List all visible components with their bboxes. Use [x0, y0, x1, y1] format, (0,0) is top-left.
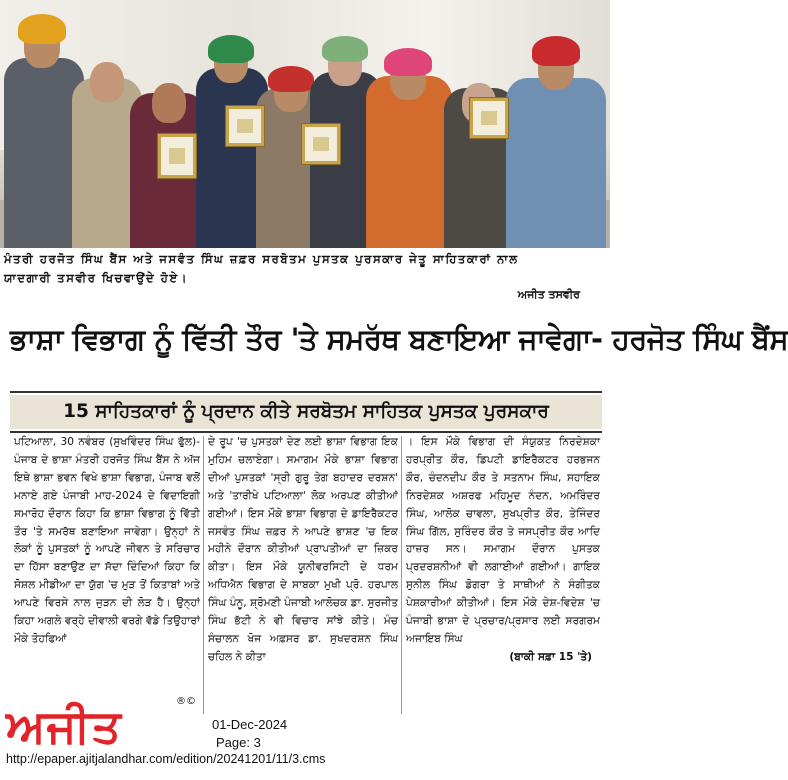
article-column-2: ਦੇ ਰੂਪ 'ਚ ਪੁਸਤਕਾਂ ਦੇਣ ਲਈ ਭਾਸ਼ਾ ਵਿਭਾਗ ਇਕ ਮੁਹਿਮ ਚਲਾਏਗਾ। ਸਮਾਗਮ ਮੌਕੇ ਭਾਸ਼ਾ ਵਿਭਾਗ ਦੀਆਂ ਪੁਸਤਕਾਂ 'ਸ੍ਰੀ ਗੁਰੂ ਤੇਗ ਬਹਾਦਰ ਦਰਸ਼ਨ' ਅਤੇ 'ਤਾਰੀਖੇ ਪਟਿਆਲਾ' ਲੋਕ ਅਰਪਣ ਕੀਤੀਆਂ ਗਈਆਂ। ਇਸ ਮੌਕੇ ਭਾਸ਼ਾ ਵਿਭਾਗ ਦੇ ਡਾਇਰੈਕਟਰ ਜਸਵੰਤ ਸਿੰਘ ਜ਼ਫ਼ਰ ਨੇ ਆਪਣੇ ਭਾਸ਼ਣ 'ਚ ਇਕ ਮਹੀਨੇ ਦੌਰਾਨ ਕੀਤੀਆਂ ਪ੍ਰਾਪਤੀਆਂ ਦਾ ਜ਼ਿਕਰ ਕੀਤਾ। ਇਸ ਮੌਕੇ ਯੂਨੀਵਰਸਿਟੀ ਦੇ ਧਰਮ ਅਧਿਐਨ ਵਿਭਾਗ ਦੇ ਸਾਬਕਾ ਮੁਖੀ ਪ੍ਰੋ. ਹਰਪਾਲ ਸਿੰਘ ਪੰਨੂ, ਸ਼੍ਰੋਮਣੀ ਪੰਜਾਬੀ ਆਲੋਚਕ ਡਾ. ਸੁਰਜੀਤ ਸਿੰਘ ਭੱਟੀ ਨੇ ਵੀ ਵਿਚਾਰ ਸਾਂਝੇ ਕੀਤੇ। ਮੰਚ ਸੰਚਾਲਨ ਖੋਜ ਅਫ਼ਸਰ ਡਾ. ਸੁਖਦਰਸ਼ਨ ਸਿੰਘ ਚਹਿਲ ਨੇ ਕੀਤਾ [208, 436, 398, 663]
column-divider [401, 436, 402, 714]
main-headline: ਭਾਸ਼ਾ ਵਿਭਾਗ ਨੂੰ ਵਿੱਤੀ ਤੌਰ 'ਤੇ ਸਮਰੱਥ ਬਣਾਇਆ ਜਾਵੇਗਾ- ਹਰਜੋਤ ਸਿੰਘ ਬੈਂਸ [10, 322, 788, 356]
award-plaque [302, 124, 340, 164]
award-plaque [470, 98, 508, 138]
continued-note: (ਬਾਕੀ ਸਫ਼ਾ 15 'ਤੇ) [509, 650, 592, 663]
sub-headline: 15 ਸਾਹਿਤਕਾਰਾਂ ਨੂੰ ਪ੍ਰਦਾਨ ਕੀਤੇ ਸਰਬੋਤਮ ਸਾਹਿਤਕ ਪੁਸਤਕ ਪੁਰਸਕਾਰ [63, 401, 549, 422]
photo-credit: ਅਜੀਤ ਤਸਵੀਰ [517, 288, 580, 301]
page-number: Page: 3 [216, 735, 261, 750]
award-plaque [226, 106, 264, 146]
photo-caption [4, 250, 606, 288]
caption-line-2: ਯਾਦਗਾਰੀ ਤਸਵੀਰ ਖਿਚਵਾਉਂਦੇ ਹੋਏ। [4, 271, 189, 285]
article-column-3 [406, 434, 600, 667]
article-column-1: ਪਟਿਆਲਾ, 30 ਨਵੰਬਰ (ਸੁਖਵਿੰਦਰ ਸਿੰਘ ਫੁੱਲ)-ਪੰਜਾਬ ਦੇ ਭਾਸ਼ਾ ਮੰਤਰੀ ਹਰਜੋਤ ਸਿੰਘ ਬੈਂਸ ਨੇ ਅੱਜ ਇਥੇ ਭਾਸ਼ਾ ਭਵਨ ਵਿਖੇ ਭਾਸ਼ਾ ਵਿਭਾਗ, ਪੰਜਾਬ ਵਲੋਂ ਮਨਾਏ ਗਏ ਪੰਜਾਬੀ ਮਾਹ-2024 ਦੇ ਵਿਦਾਇਗੀ ਸਮਾਰੋਹ ਦੌਰਾਨ ਕਿਹਾ ਕਿ ਭਾਸ਼ਾ ਵਿਭਾਗ ਨੂੰ ਵਿੱਤੀ ਤੌਰ 'ਤੇ ਸਮਰੱਥ ਬਣਾਇਆ ਜਾਵੇਗਾ। ਉਨ੍ਹਾਂ ਨੇ ਲੋਕਾਂ ਨੂੰ ਪੁਸਤਕਾਂ ਨੂੰ ਆਪਣੇ ਜੀਵਨ ਤੇ ਸਰਿਚਾਰ ਦਾ ਹਿੱਸਾ ਬਣਾਉਣ ਦਾ ਸੱਦਾ ਦਿੰਦਿਆਂ ਕਿਹਾ ਕਿ ਸੋਸ਼ਲ ਮੀਡੀਆ ਦਾ ਯੁੱਗ 'ਚ ਮੁੜ ਤੋਂ ਕਿਤਾਬਾਂ ਅਤੇ ਆਪਣੇ ਵਿਰਸੇ ਨਾਲ ਜੁੜਨ ਦੀ ਲੋੜ ਹੈ। ਉਨ੍ਹਾਂ ਕਿਹਾ ਅਗਲੇ ਵਰ੍ਹੇ ਦੀਵਾਲੀ ਵਰਗੇ ਵੱਡੇ ਤਿਉਹਾਰਾਂ ਮੌਕੇ ਤੋਹਫਿਆਂ [14, 436, 200, 645]
subhead-rule-bottom [10, 431, 602, 433]
subhead-rule-top [10, 391, 602, 393]
registered-mark: ®© [176, 696, 196, 707]
article-column-3-text: । ਇਸ ਮੌਕੇ ਵਿਭਾਗ ਦੀ ਸੰਯੁਕਤ ਨਿਰਦੇਸ਼ਕਾ ਹਰਪ੍ਰੀਤ ਕੌਰ, ਡਿਪਟੀ ਡਾਇਰੈਕਟਰ ਹਰਭਜਨ ਕੌਰ, ਚੰਦਨਦੀਪ ਕੌਰ ਤੇ ਸਤਨਾਮ ਸਿੰਘ, ਸਹਾਇਕ ਨਿਰਦੇਸ਼ਕ ਅਸ਼ਰਫ ਮਹਿਮੂਦ ਨੰਦਨ, ਅਮਰਿੰਦਰ ਸਿੰਘ, ਆਲੋਕ ਚਾਵਲਾ, ਸੁਖਪ੍ਰੀਤ ਕੌਰ, ਤੇਜਿੰਦਰ ਸਿੰਘ ਗਿੱਲ, ਸੁਰਿੰਦਰ ਕੌਰ ਤੇ ਜਸਪ੍ਰੀਤ ਕੌਰ ਆਦਿ ਹਾਜ਼ਰ ਸਨ। ਸਮਾਗਮ ਦੌਰਾਨ ਪੁਸਤਕ ਪ੍ਰਦਰਸ਼ਨੀਆਂ ਵੀ ਲਗਾਈਆਂ ਗਈਆਂ। ਗਾਇਕ ਸੁਨੀਲ ਸਿੰਘ ਡੋਗਰਾ ਤੇ ਸਾਥੀਆਂ ਨੇ ਸੰਗੀਤਕ ਪੇਸ਼ਕਾਰੀਆਂ ਕੀਤੀਆਂ। ਇਸ ਮੌਕੇ ਦੇਸ਼-ਵਿਦੇਸ਼ 'ਚ ਪੰਜਾਬੀ ਭਾਸ਼ਾ ਦੇ ਪ੍ਰਚਾਰ/ਪ੍ਰਸਾਰ ਲਈ ਸਰਗਰਮ ਅਜਾਇਬ ਸਿੰਘ [406, 436, 600, 645]
award-plaque [158, 134, 196, 178]
ajit-logo: ਅਜੀਤ [6, 699, 122, 753]
person-7 [366, 22, 452, 248]
column-divider [203, 436, 204, 714]
news-photo [0, 0, 610, 248]
edition-date: 01-Dec-2024 [212, 717, 288, 732]
epaper-url[interactable]: http://epaper.ajitjalandhar.com/edition/20241201/11/3.cms [6, 752, 326, 766]
person-9 [506, 16, 606, 248]
caption-line-1: ਮੰਤਰੀ ਹਰਜੋਤ ਸਿੰਘ ਬੈਂਸ ਅਤੇ ਜਸਵੰਤ ਸਿੰਘ ਜ਼ਫ਼ਰ ਸਰਬੋਤਮ ਪੁਸਤਕ ਪੁਰਸਕਾਰ ਜੇਤੂ ਸਾਹਿਤਕਾਰਾਂ ਨਾਲ [4, 252, 519, 266]
